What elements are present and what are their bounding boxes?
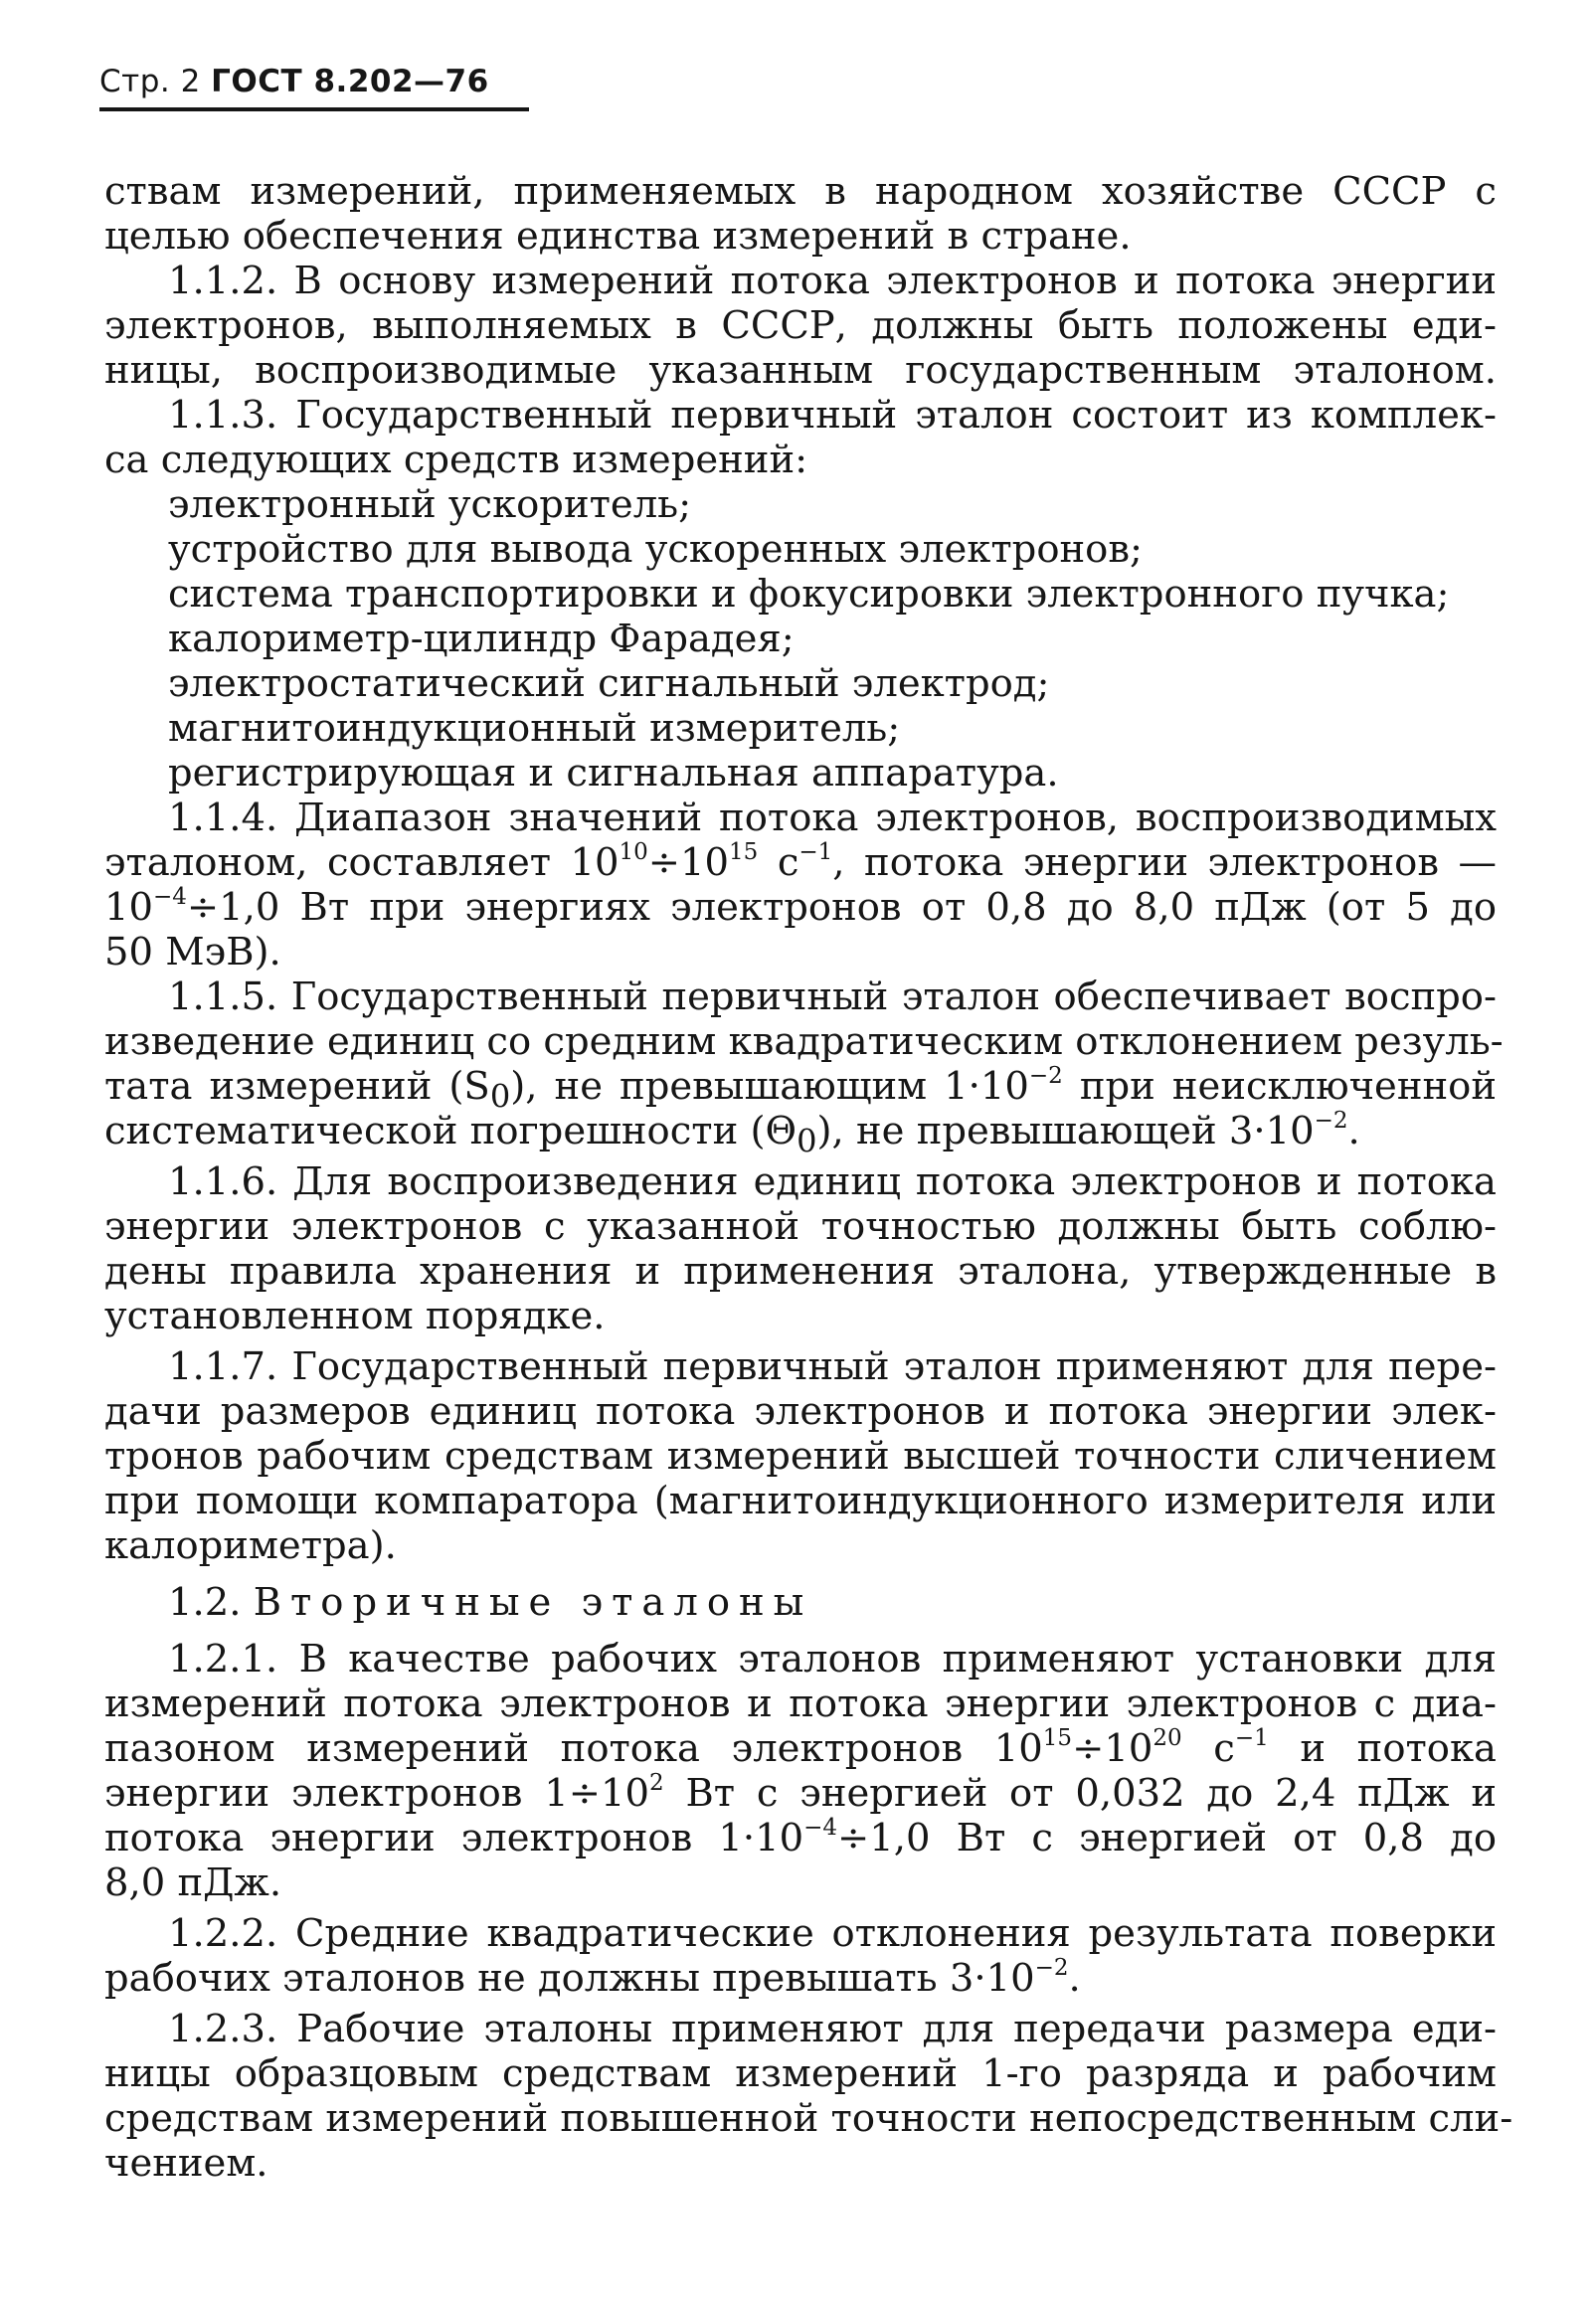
page-number: Стр. 2 bbox=[99, 64, 201, 99]
paragraph-1-1-2: 1.1.2. В основу измерений потока электронов и потока энергии bbox=[168, 259, 1497, 303]
text-line: $10^{-4}\div 1,0$ Вт при энергиях электронов от 0,8 до 8,0 пДж (от 5 до bbox=[104, 884, 1497, 930]
page-header bbox=[99, 62, 529, 111]
paragraph-1-1-5: 1.1.5. Государственный первичный эталон обеспечивает воспро- bbox=[168, 974, 1497, 1019]
paragraph-1-1-6: 1.1.6. Для воспроизведения единиц потока электронов и потока bbox=[168, 1159, 1497, 1204]
text-line: дены правила хранения и применения эталона, утвержденные в bbox=[104, 1249, 1497, 1294]
paragraph-1-2-1: 1.2.1. В качестве рабочих эталонов применяют установки для bbox=[168, 1637, 1497, 1682]
paragraph-1-1-7: 1.1.7. Государственный первичный эталон применяют для пере- bbox=[168, 1344, 1497, 1389]
text-line: пазоном измерений потока электронов $10^{15}\div 10^{20}$ $с^{-1}$ и потока bbox=[104, 1725, 1497, 1771]
text-line: са следующих средств измерений: bbox=[104, 438, 808, 482]
text-line: при помощи компаратора (магнитоиндукционного измерителя или bbox=[104, 1479, 1497, 1523]
text-line: целью обеспечения единства измерений в стране. bbox=[104, 214, 1132, 259]
text-line: дачи размеров единиц потока электронов и потока энергии элек- bbox=[104, 1389, 1497, 1434]
list-item: устройство для вывода ускоренных электронов; bbox=[168, 527, 1143, 572]
text-line: электронов, выполняемых в СССР, должны быть положены еди- bbox=[104, 303, 1497, 348]
text-line: установленном порядке. bbox=[104, 1294, 606, 1338]
text-line: энергии электронов с указанной точностью должны быть соблю- bbox=[104, 1204, 1497, 1249]
paragraph-1-1-4: 1.1.4. Диапазон значений потока электронов, воспроизводимых bbox=[168, 796, 1497, 840]
paragraph-1-2-2: 1.2.2. Средние квадратические отклонения результата поверки bbox=[168, 1911, 1497, 1956]
list-item: система транспортировки и фокусировки электронного пучка; bbox=[168, 572, 1450, 617]
text-line: систематической погрешности $(\Theta_0)$, не превышающей $3\cdot 10^{-2}$. bbox=[104, 1108, 1360, 1160]
text-line: тронов рабочим средствам измерений высшей точности сличением bbox=[104, 1434, 1497, 1479]
text-line: ницы образцовым средствам измерений 1-го разряда и рабочим bbox=[104, 2051, 1497, 2096]
standard-number: ГОСТ 8.202—76 bbox=[211, 64, 489, 99]
list-item: магнитоиндукционный измеритель; bbox=[168, 706, 901, 751]
section-heading-1-2: 1.2. Вторичные эталоны bbox=[168, 1580, 813, 1625]
text-line: энергии электронов $1\div 10^2$ Вт с энергией от 0,032 до 2,4 пДж и bbox=[104, 1770, 1497, 1816]
text-line: тата измерений $(S_0)$, не превышающим $1\cdot 10^{-2}$ при неисключенной bbox=[104, 1063, 1497, 1116]
list-item: электронный ускоритель; bbox=[168, 482, 692, 527]
text-line: 50 МэВ). bbox=[104, 930, 281, 974]
text-line: ницы, воспроизводимые указанным государственным эталоном. bbox=[104, 348, 1497, 393]
text-line: ствам измерений, применяемых в народном хозяйстве СССР с bbox=[104, 169, 1497, 214]
text-line: средствам измерений повышенной точности непосредственным сли- bbox=[104, 2096, 1513, 2141]
text-line: рабочих эталонов не должны превышать $3\cdot 10^{-2}$. bbox=[104, 1955, 1081, 2001]
text-line: эталоном, составляет $10^{10}\div 10^{15}$ $с^{-1}$, потока энергии электронов — bbox=[104, 839, 1497, 885]
paragraph-1-2-3: 1.2.3. Рабочие эталоны применяют для передачи размера еди- bbox=[168, 2007, 1497, 2051]
text-line: изведение единиц со средним квадратическим отклонением резуль- bbox=[104, 1019, 1504, 1064]
list-item: калориметр-цилиндр Фарадея; bbox=[168, 617, 795, 661]
text-line: 8,0 пДж. bbox=[104, 1860, 282, 1905]
text-line: потока энергии электронов $1\cdot 10^{-4}\div 1,0$ Вт с энергией от 0,8 до bbox=[104, 1815, 1498, 1860]
list-item: регистрирующая и сигнальная аппаратура. bbox=[168, 751, 1059, 796]
paragraph-1-1-3: 1.1.3. Государственный первичный эталон состоит из комплек- bbox=[168, 393, 1497, 438]
text-line: измерений потока электронов и потока энергии электронов с диа- bbox=[104, 1682, 1497, 1726]
document-body bbox=[104, 169, 1513, 2186]
text-line: калориметра). bbox=[104, 1523, 397, 1568]
list-item: электростатический сигнальный электрод; bbox=[168, 661, 1050, 706]
text-line: чением. bbox=[104, 2141, 268, 2186]
